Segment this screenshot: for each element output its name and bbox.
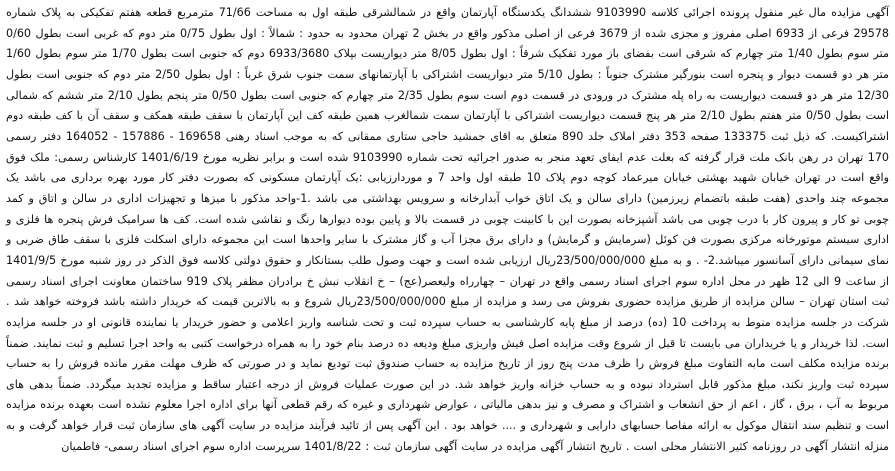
auction-notice-text: آگهی مزایده مال غیر منقول پرونده اجرائی کلاسه 9103990 ششدانگ یکدستگاه آپارتمان واقع در شمالشرقی طبقه اول به مساحت 71/66 مترمربع قطعه هفتم تفکیکی به پلاک شماره 29578 فرعی از 6933 اصلی مفروز و مجزی شده از 3679 فرعی از اصلی مذکور واقع در بخش 2 تهران محدود به حدود : شمالاً : اول بطول 0/75 متر دوم که غربی است بطول 0/60 متر سوم بطول 1/40 متر چهارم که شرقی است بفضای باز مورد تفکیک شرقاً : اول بطول 8/05 متر دیواریست بپلاک 6933/3680 دوم که جنوبی است بطول 1/70 متر سوم بطول 1/60 متر هر دو قسمت دیوار و پنجره است بنورگیر مشترک جنوباً : بطول 5/10 متر دیواریست اشتراکی با آپارتمانهای سمت جنوب شرق غرباً : اول بطول 2/50 متر دوم که جنوبی است بطول 12/30 متر هر دو قسمت دیواریست به راه پله مشترک در ورودی در قسمت دوم است سوم بطول 2/35 متر چهارم که جنوبی است بطول 0/50 متر پنجم بطول 2/10 متر ششم که شمالی است بطول 0/50 متر هفتم بطول 2/10 متر هر پنج قسمت دیواریست اشتراکی با آپارتمان سمت شمالغرب همین طبقه کف این آپارتمان با سقف طبقه همکف و سقف آن با کف طبقه دوم اشتراکیست. که ذیل ثبت 133375 صفحه 353 دفتر املاک جلد 890 متعلق به اقای جمشید حاجی ستاری ممقانی که به موجب اسناد رهنی 169658 - 157886 - 164052 دفتر رسمی 170 تهران در رهن بانک ملت قرار گرفته که بعلت عدم ایفای تعهد منجر به صدور اجرائیه تحت شماره 9103990 شده است و برابر نظریه مورخ 1401/6/19 کارشناس رسمی: ملک فوق واقع است در تهران خیابان شهید بهشتی خیابان میرعماد کوچه دوم پلاک 10 طبقه اول واحد 7 و موردارزیابی :یک آپارتمان مسکونی که بصورت دفتر کار مورد بهره برداری می باشد یک مجموعه چند واحدی (هفت طبقه باتضمام زیرزمین) دارای سالن و یک اتاق خواب آبدارخانه و سرویس بهداشتی می باشد .1-واحد مذکور با میزها و تجهیزات اداری در سالن و اتاق و کمد چوبی تو کار و پیرون کار با درب چوبی می باشد آشپزخانه بصورت این با کابینت چوبی در قسمت بالا و پایین بوده دیوارها رنگ و نقاشی شده است. کف ها سرامیک فرش پنجره ها فلزی و اداری سیستم موتورخانه مرکزی بصورت فن کوئل (سرمایش و گرمایش) و دارای برق مجزا آب و گاز مشترک با سایر واحدها است این مجموعه دارای اسکلت فلزی با سقف طاق ضربی و نمای سیمانی دارای آسانسور میباشد.2- . و به مبلغ 23/500/000/000ریال ارزیابی شده است و جهت وصول طلب بستانکار و حقوق دولتی کلاسه فوق الذکر در روز شنبه مورخ 1401/9/5 از ساعت 9 الی 12 ظهر در محل اداره سوم اجرای اسناد رسمی واقع در تهران – چهارراه ولیعصر(عج) – خ انقلاب نبش خ برادران مظفر پلاک 919 ساختمان معاونت اجرای اسناد رسمی ثبت استان تهران – سالن مزایده از طریق مزایده حضوری بفروش می رسد و مزایده از مبلغ 23/500/000/000ریال شروع و به بالاترین قیمت که خریدار داشته باشد فروخته خواهد شد . شرکت در جلسه مزایده منوط به پرداخت 10 (ده) درصد از مبلغ پایه کارشناسی به حساب سپرده ثبت و تحت شناسه واریز اعلامی و حضور خریدار یا نماینده قانونی او در جلسه مزایده است. لذا خریدار و یا خریداران می بایست تا قبل از شروع وقت مزایده اصل فیش واریزی مبلغ ودیعه ده درصد بنام خود را به همراه درخواست کتبی به واحد اجرا تسلیم و ثبت نمایند. ضمناً برنده مزایده مکلف است مابه التفاوت مبلغ فروش را ظرف مدت پنج روز از تاریخ مزایده به حساب صندوق ثبت تودیع نماید و در صورتی که ظرف مهلت مقرر مانده فروش را به حساب سپرده ثبت واریز نکند، مبلغ مذکور قابل استرداد نبوده و به حساب خزانه واریز خواهد شد. در این صورت عملیات فروش از درجه اعتبار ساقط و مزایده تجدید میگردد. ضمناً بدهی های مربوط به آب ، برق ، گاز ، اعم از حق انشعاب و اشتراک و مصرف و نیز بدهی مالیاتی ، عوارض شهرداری و غیره که رقم قطعی آنها برای اداره اجرا معلوم نشده است بعهده برنده مزایده است و تنظیم سند انتقال موکول به ارائه مفاصا حسابهای دارایی و شهرداری و .... خواهد بود . این آگهی پس از تائید فرآیند مزایده در سایت آگهی های سازمان ثبت قرار خواهد گرفت و به منزله انتشار آگهی در روزنامه کثیر الانتشار محلی است . تاریخ انتشار آگهی مزایده در سایت آگهی سازمان ثبت : 1401/8/22 سرپرست اداره سوم اجرای اسناد رسمی- فاطمیان: [6, 6, 890, 453]
